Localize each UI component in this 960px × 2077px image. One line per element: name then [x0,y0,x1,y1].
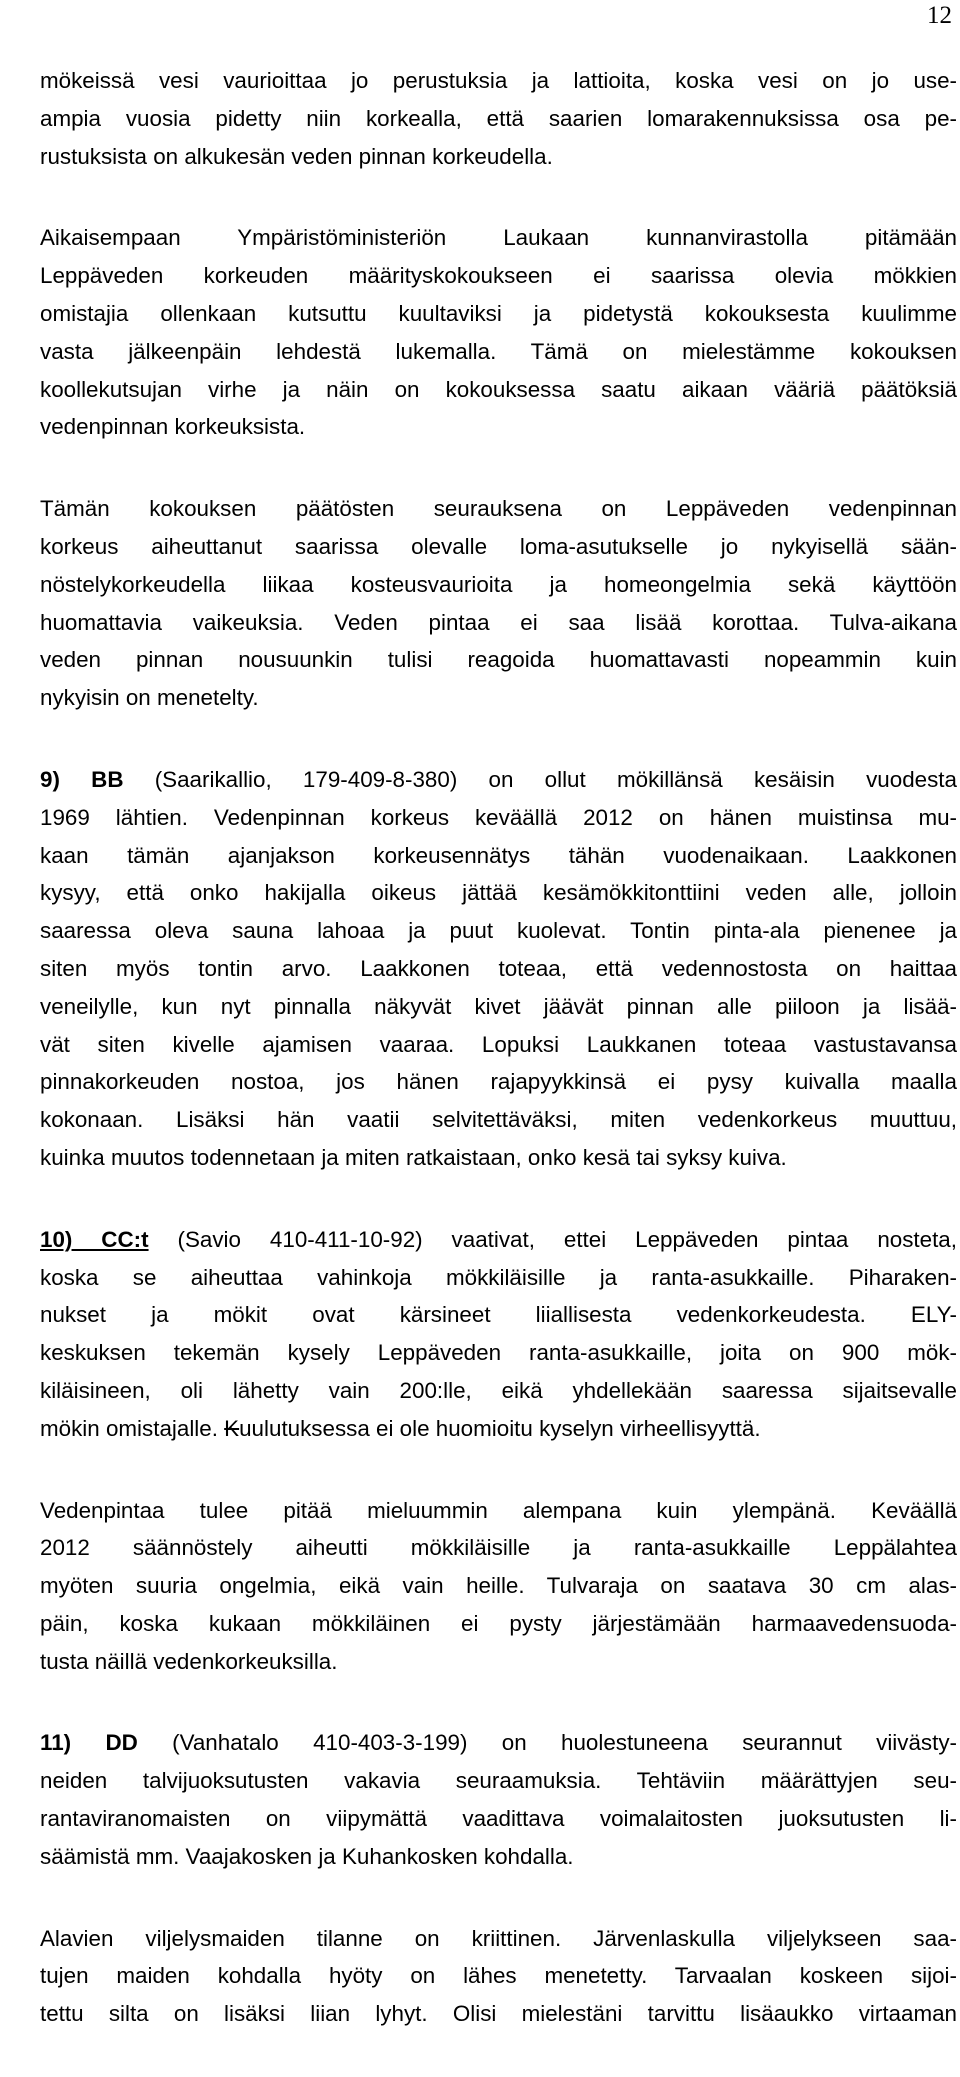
text-line: kysyy, että onko hakijalla oikeus jättää kesämökkitonttiini veden alle, jolloin [40,880,957,906]
text-line: 2012 säännöstely aiheutti mökkiläisille ja ranta-asukkaille Leppälahtea [40,1535,957,1561]
paragraph [40,1724,957,1875]
text-line: ampia vuosia pidetty niin korkealla, että saarien lomarakennuksissa osa pe- [40,105,957,131]
text-line: vedenpinnan korkeuksista. [40,414,306,440]
text-line: pinnakorkeuden nostoa, jos hänen rajapyykkinsä ei pysy kuivalla maalla [40,1069,957,1095]
text-line: korkeus aiheuttanut saarissa olevalle loma-asutukselle jo nykyisellä sään- [40,533,957,559]
text-line: tettu silta on lisäksi liian lyhyt. Olisi mielestäni tarvittu lisäaukko virtaaman [40,2001,957,2027]
text-line: myöten suuria ongelmia, eikä vain heille. Tulvaraja on saatava 30 cm alas- [40,1573,957,1599]
text-line: Vedenpintaa tulee pitää mieluummin alempana kuin ylempänä. Keväällä [40,1497,957,1523]
paragraph [40,1920,957,2033]
text-line: nykyisin on menetelty. [40,685,259,711]
text-line: koska se aiheuttaa vahinkoja mökkiläisille ja ranta-asukkaille. Piharaken- [40,1264,957,1290]
text-line: kuinka muutos todennetaan ja miten ratkaistaan, onko kesä tai syksy kuiva. [40,1144,787,1170]
text-line: vät siten kivelle ajamisen vaaraa. Lopuksi Laukkanen toteaa vastustavansa [40,1031,957,1057]
paragraph [40,490,957,717]
paragraph [40,1492,957,1681]
paragraph [40,1221,957,1448]
text-segment: mökin omistajalle. [40,1415,225,1441]
text-segment: (Saarikallio, 179-409-8-380) on ollut mökillänsä kesäisin vuodesta [123,766,957,792]
paragraph [40,62,957,175]
text-line [40,1724,957,1762]
text-line: Aikaisempaan Ympäristöministeriön Laukaan kunnanvirastolla pitämään [40,225,957,251]
text-segment: uulutuksessa ei ole huomioitu kyselyn virheellisyyttä. [239,1415,761,1441]
text-line: veneilylle, kun nyt pinnalla näkyvät kivet jäävät pinnan alle piiloon ja lisää- [40,993,957,1019]
text-line: neiden talvijuoksutusten vakavia seuraamuksia. Tehtäviin määrättyjen seu- [40,1768,957,1794]
text-line: siten myös tontin arvo. Laakkonen toteaa, että vedennostosta on haittaa [40,955,957,981]
text-line: nöstelykorkeudella liikaa kosteusvaurioita ja homeongelmia sekä käyttöön [40,571,957,597]
text-line: vasta jälkeenpäin lehdestä lukemalla. Tämä on mielestämme kokouksen [40,338,957,364]
item-label: 10) CC:t [40,1226,149,1252]
text-line [40,761,957,799]
text-line: keskuksen tekemän kysely Leppäveden ranta-asukkaille, joita on 900 mök- [40,1340,957,1366]
text-line: tusta näillä vedenkorkeuksilla. [40,1648,338,1674]
page-number: 12 [927,2,952,29]
text-line: koollekutsujan virhe ja näin on kokouksessa saatu aikaan vääriä päätöksiä [40,376,957,402]
text-line: kiläisineen, oli lähetty vain 200:lle, eikä yhdellekään saaressa sijaitsevalle [40,1377,957,1403]
text-line: Leppäveden korkeuden määrityskokoukseen ei saarissa olevia mökkien [40,263,957,289]
paragraph [40,219,957,446]
text-line: veden pinnan nousuunkin tulisi reagoida huomattavasti nopeammin kuin [40,647,957,673]
text-segment: (Vanhatalo 410-403-3-199) on huolestuneena seurannut viivästy- [137,1730,957,1756]
text-line: kaan tämän ajanjakson korkeusennätys tähän vuodenaikaan. Laakkonen [40,842,957,868]
text-line: kokonaan. Lisäksi hän vaatii selvitettäväksi, miten vedenkorkeus muuttuu, [40,1107,957,1133]
text-line: Tämän kokouksen päätösten seurauksena on Leppäveden vedenpinnan [40,496,957,522]
text-line [40,1221,957,1259]
struck-text: K [224,1415,240,1441]
text-line: päin, koska kukaan mökkiläinen ei pysty järjestämään harmaavedensuoda- [40,1610,957,1636]
text-line: mökeissä vesi vaurioittaa jo perustuksia ja lattioita, koska vesi on jo use- [40,68,957,93]
text-line: rantaviranomaisten on viipymättä vaadittava voimalaitosten juoksutusten li- [40,1806,957,1832]
item-label: 9) BB [40,766,124,792]
text-line: omistajia ollenkaan kutsuttu kuultaviksi ja pidetystä kokouksesta kuulimme [40,300,957,326]
text-line: säämistä mm. Vaajakosken ja Kuhankosken kohdalla. [40,1843,574,1869]
text-line: saaressa oleva sauna lahoaa ja puut kuolevat. Tontin pinta-ala pienenee ja [40,918,957,944]
text-line: Alavien viljelysmaiden tilanne on kriittinen. Järvenlaskulla viljelykseen saa- [40,1925,957,1951]
text-line: rustuksista on alkukesän veden pinnan korkeudella. [40,143,553,169]
text-line: huomattavia vaikeuksia. Veden pintaa ei saa lisää korottaa. Tulva-aikana [40,609,957,635]
paragraph [40,761,957,1177]
text-line: 1969 lähtien. Vedenpinnan korkeus keväällä 2012 on hänen muistinsa mu- [40,804,957,830]
text-line: nukset ja mökit ovat kärsineet liiallisesta vedenkorkeudesta. ELY- [40,1302,957,1328]
item-label: 11) DD [40,1730,138,1756]
text-line: tujen maiden kohdalla hyöty on lähes menetetty. Tarvaalan koskeen sijoi- [40,1963,957,1989]
text-line [40,1410,957,1448]
text-segment: (Savio 410-411-10-92) vaativat, ettei Leppäveden pintaa nosteta, [148,1226,957,1252]
document-body [40,62,957,2077]
